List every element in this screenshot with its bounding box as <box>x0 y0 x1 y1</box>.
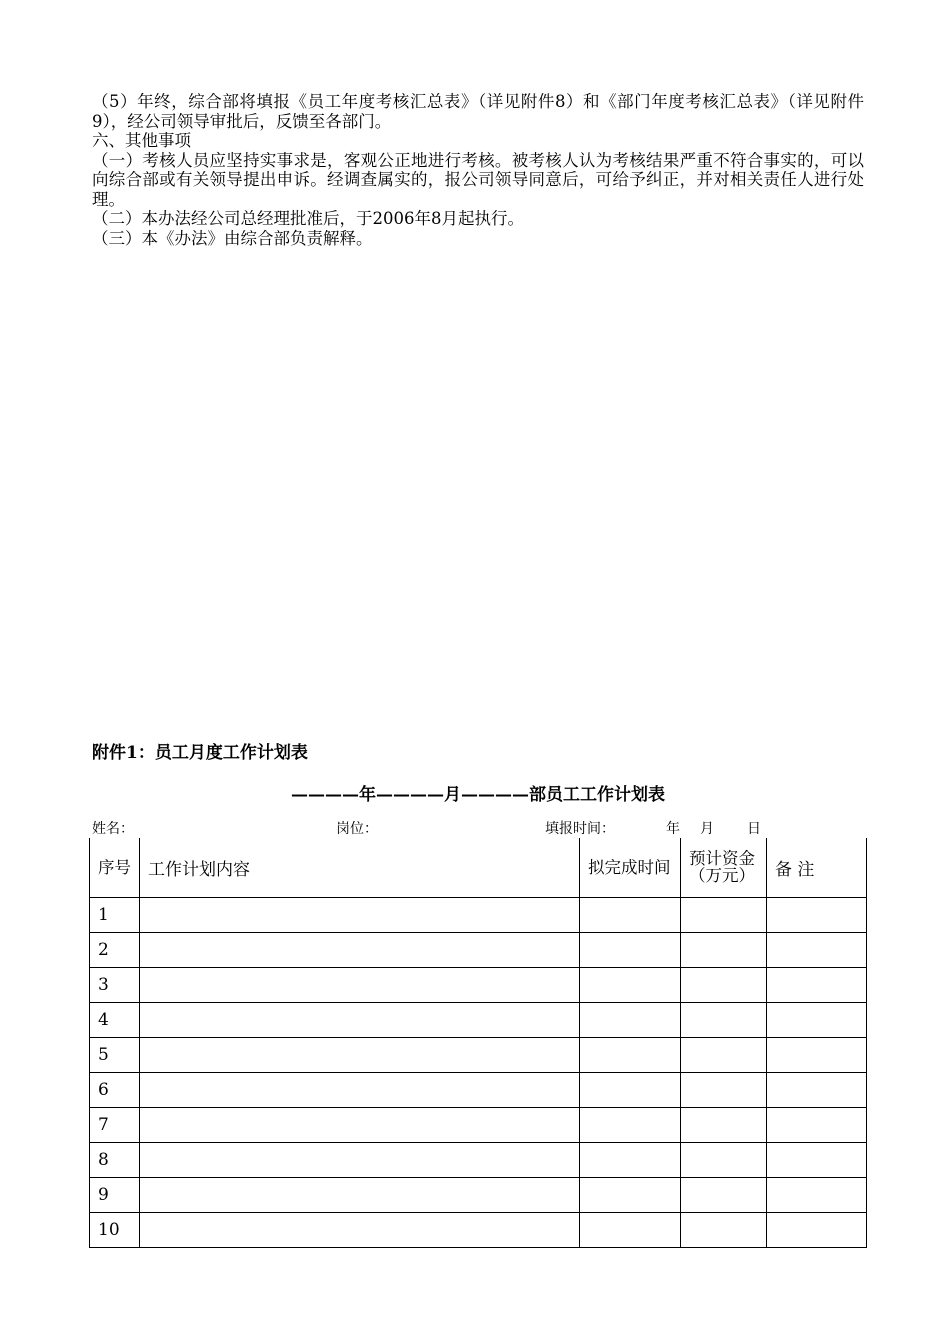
table-cell[interactable] <box>140 897 580 932</box>
header-budget: 预计资金（万元） <box>681 838 767 897</box>
table-cell[interactable] <box>140 1037 580 1072</box>
form-title: ————年————月————部员工工作计划表 <box>291 785 665 805</box>
table-cell[interactable] <box>140 1177 580 1212</box>
header-remarks: 备 注 <box>767 838 867 897</box>
table-cell[interactable] <box>140 1142 580 1177</box>
table-row <box>90 967 867 1002</box>
table-cell[interactable] <box>140 1072 580 1107</box>
work-plan-table <box>89 838 867 1248</box>
table-row <box>90 1177 867 1212</box>
table-cell[interactable] <box>580 932 681 967</box>
row-number: 3 <box>90 967 140 1002</box>
table-row <box>90 897 867 932</box>
table-cell[interactable] <box>580 1037 681 1072</box>
row-number: 4 <box>90 1002 140 1037</box>
section-heading: 六、其他事项 <box>92 131 191 150</box>
header-seq: 序号 <box>90 838 140 897</box>
table-cell[interactable] <box>767 967 867 1002</box>
table-cell[interactable] <box>580 1072 681 1107</box>
table-cell[interactable] <box>140 932 580 967</box>
table-cell[interactable] <box>681 967 767 1002</box>
table-cell[interactable] <box>767 932 867 967</box>
row-number: 5 <box>90 1037 140 1072</box>
table-row <box>90 1142 867 1177</box>
fill-date-label: 填报时间： <box>545 821 615 837</box>
paragraph: （三）本《办法》由综合部负责解释。 <box>92 228 373 248</box>
table-cell[interactable] <box>681 1212 767 1247</box>
table-cell[interactable] <box>767 1037 867 1072</box>
table-cell[interactable] <box>580 1107 681 1142</box>
table-cell[interactable] <box>580 967 681 1002</box>
header-content: 工作计划内容 <box>140 838 580 897</box>
table-cell[interactable] <box>767 1002 867 1037</box>
table-row <box>90 1072 867 1107</box>
month-label: 月 <box>700 821 714 837</box>
table-header-row <box>90 838 867 897</box>
table-cell[interactable] <box>767 897 867 932</box>
table-row <box>90 1212 867 1247</box>
table-cell[interactable] <box>767 1107 867 1142</box>
row-number: 8 <box>90 1142 140 1177</box>
row-number: 10 <box>90 1212 140 1247</box>
table-cell[interactable] <box>767 1177 867 1212</box>
body-text <box>92 92 864 248</box>
table-row <box>90 1107 867 1142</box>
table-cell[interactable] <box>681 1037 767 1072</box>
table-cell[interactable] <box>580 1212 681 1247</box>
paragraph: （二）本办法经公司总经理批准后，于2006年8月起执行。 <box>92 209 524 228</box>
table-row <box>90 1037 867 1072</box>
table-cell[interactable] <box>580 1002 681 1037</box>
row-number: 7 <box>90 1107 140 1142</box>
table-cell[interactable] <box>681 1142 767 1177</box>
attachment-title: 附件1：员工月度工作计划表 <box>92 743 308 763</box>
table-cell[interactable] <box>580 897 681 932</box>
table-row <box>90 932 867 967</box>
row-number: 9 <box>90 1177 140 1212</box>
row-number: 1 <box>90 897 140 932</box>
row-number: 2 <box>90 932 140 967</box>
post-label: 岗位： <box>336 821 378 837</box>
header-deadline: 拟完成时间 <box>580 838 681 897</box>
year-label: 年 <box>666 821 680 837</box>
table-cell[interactable] <box>140 1212 580 1247</box>
day-label: 日 <box>747 821 761 837</box>
row-number: 6 <box>90 1072 140 1107</box>
table-cell[interactable] <box>767 1072 867 1107</box>
table-cell[interactable] <box>681 1177 767 1212</box>
table-cell[interactable] <box>767 1212 867 1247</box>
table-cell[interactable] <box>681 1072 767 1107</box>
name-label: 姓名： <box>92 821 134 837</box>
table-cell[interactable] <box>681 1107 767 1142</box>
table-cell[interactable] <box>681 1002 767 1037</box>
table-cell[interactable] <box>140 1002 580 1037</box>
table-cell[interactable] <box>681 897 767 932</box>
table-cell[interactable] <box>580 1177 681 1212</box>
paragraph: （一）考核人员应坚持实事求是，客观公正地进行考核。被考核人认为考核结果严重不符合事实的，可以向综合部或有关领导提出申诉。经调查属实的，报公司领导同意后，可给予纠正，并对相关责任人进行处理。 <box>92 150 864 209</box>
table-cell[interactable] <box>140 1107 580 1142</box>
table-cell[interactable] <box>681 932 767 967</box>
table-cell[interactable] <box>580 1142 681 1177</box>
paragraph: （5）年终，综合部将填报《员工年度考核汇总表》（详见附件8）和《部门年度考核汇总表》（详见附件9），经公司领导审批后，反馈至各部门。 <box>92 92 864 131</box>
table-row <box>90 1002 867 1037</box>
table-cell[interactable] <box>140 967 580 1002</box>
table-cell[interactable] <box>767 1142 867 1177</box>
